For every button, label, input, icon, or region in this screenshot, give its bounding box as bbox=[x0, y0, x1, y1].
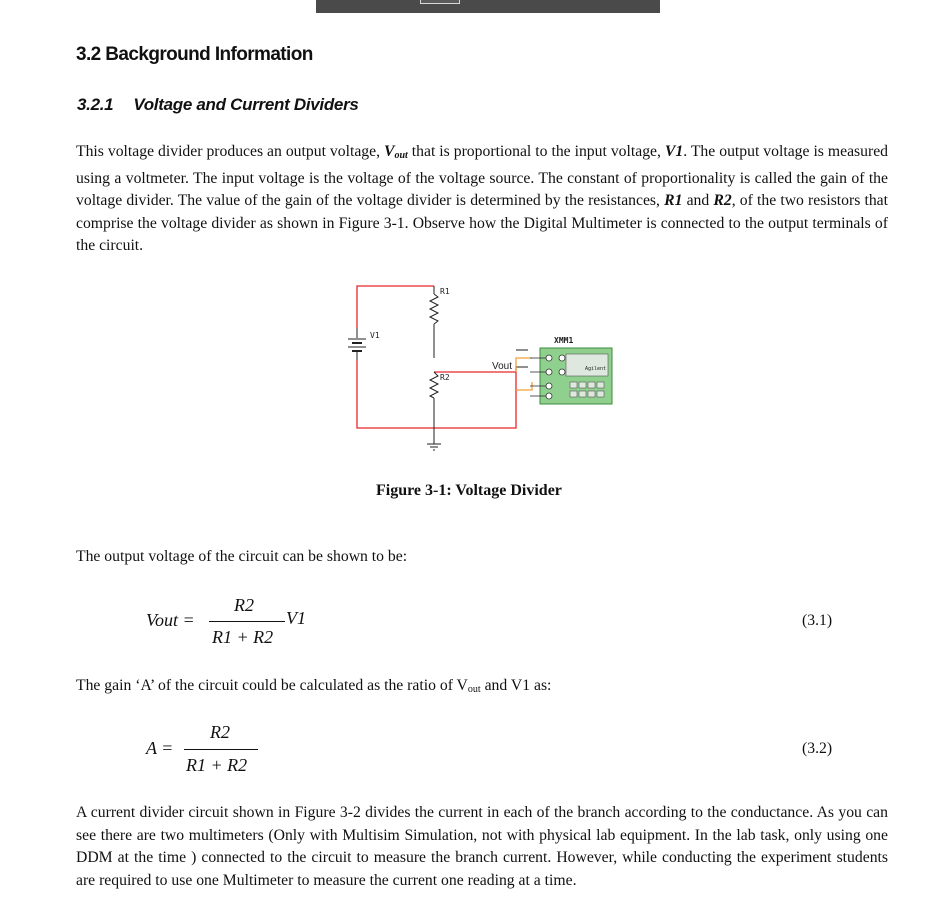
eq2-lhs: A = bbox=[146, 738, 174, 758]
vout-sub: out bbox=[394, 150, 408, 161]
label-vout: Vout bbox=[492, 361, 513, 372]
eq1-number: (3.1) bbox=[802, 612, 833, 629]
eq2-number: (3.2) bbox=[802, 740, 833, 757]
gain-text-a: The gain ‘A’ of the circuit could be calculated as the ratio of V bbox=[76, 677, 468, 694]
v1-symbol: V1 bbox=[664, 143, 684, 160]
meter-leads bbox=[516, 358, 532, 390]
toolbar-handle[interactable] bbox=[420, 0, 460, 4]
eq1-denominator: R1 + R2 bbox=[212, 627, 274, 647]
vout-symbol bbox=[384, 143, 408, 160]
resistor-r1 bbox=[430, 294, 438, 324]
r2-symbol: R2 bbox=[713, 192, 732, 209]
digital-multimeter bbox=[530, 348, 612, 404]
label-r1: R1 bbox=[440, 287, 450, 296]
label-v1: V1 bbox=[370, 331, 380, 340]
para-text: . The output voltage is measured using a voltmeter. The input voltage is the voltage of the voltage source. The constant of proportionality is called the gain of the voltage divider. The value of the gain of the voltage divider is determined by the resistances, bbox=[76, 143, 889, 209]
intro-paragraph bbox=[76, 141, 888, 258]
para-text: that is proportional to the input voltage, bbox=[407, 143, 665, 160]
gain-text bbox=[76, 677, 551, 695]
para-text: This voltage divider produces an output voltage, bbox=[76, 143, 384, 160]
label-r2: R2 bbox=[440, 373, 450, 382]
eq2-denominator: R1 + R2 bbox=[186, 755, 248, 775]
battery-v1 bbox=[348, 339, 366, 351]
para-text: and bbox=[682, 192, 714, 209]
label-meter: XMM1 bbox=[554, 336, 574, 345]
circuit-wires bbox=[357, 286, 516, 428]
ground-symbol bbox=[427, 444, 441, 450]
eq1-lhs: Vout = bbox=[146, 610, 195, 630]
resistor-r2 bbox=[430, 372, 438, 398]
output-intro: The output voltage of the circuit can be shown to be: bbox=[76, 548, 408, 565]
figure-caption: Figure 3-1: Voltage Divider bbox=[376, 482, 562, 499]
eq2-fraction-bar bbox=[184, 749, 258, 750]
eq1-numerator: R2 bbox=[234, 595, 254, 615]
subsection-heading bbox=[77, 95, 359, 115]
gain-text-b: and V1 as: bbox=[480, 677, 552, 694]
r1-symbol: R1 bbox=[664, 192, 683, 209]
eq2-numerator: R2 bbox=[210, 722, 230, 742]
gain-text-sub: out bbox=[467, 684, 481, 695]
viewer-toolbar bbox=[316, 0, 660, 13]
vout-v: V bbox=[384, 143, 395, 160]
eq1-factor: V1 bbox=[286, 608, 306, 628]
para-text: , of the two resistors that comprise the voltage divider as shown in Figure 3-1. Observe how the Digital Multimeter is connected to the output terminals of the circuit. bbox=[76, 192, 889, 254]
voltage-divider-circuit bbox=[330, 272, 620, 468]
section-heading: 3.2 Background Information bbox=[76, 44, 313, 65]
current-divider-paragraph: A current divider circuit shown in Figure 3-2 divides the current in each of the branch according to the conductance. As you can see there are two multimeters (Only with Multisim Simulation, not with physical lab equipment. In the lab task, only using one DDM at the time ) connected to the circuit to measure the branch current. However, while conducting the experiment students are required to use one Multimeter to measure the current one reading at a time. bbox=[76, 804, 888, 889]
subsection-title: Voltage and Current Dividers bbox=[133, 95, 359, 114]
subsection-number: 3.2.1 bbox=[77, 95, 114, 114]
eq1-fraction-bar bbox=[209, 621, 285, 622]
label-brand: Agilent bbox=[585, 366, 607, 372]
